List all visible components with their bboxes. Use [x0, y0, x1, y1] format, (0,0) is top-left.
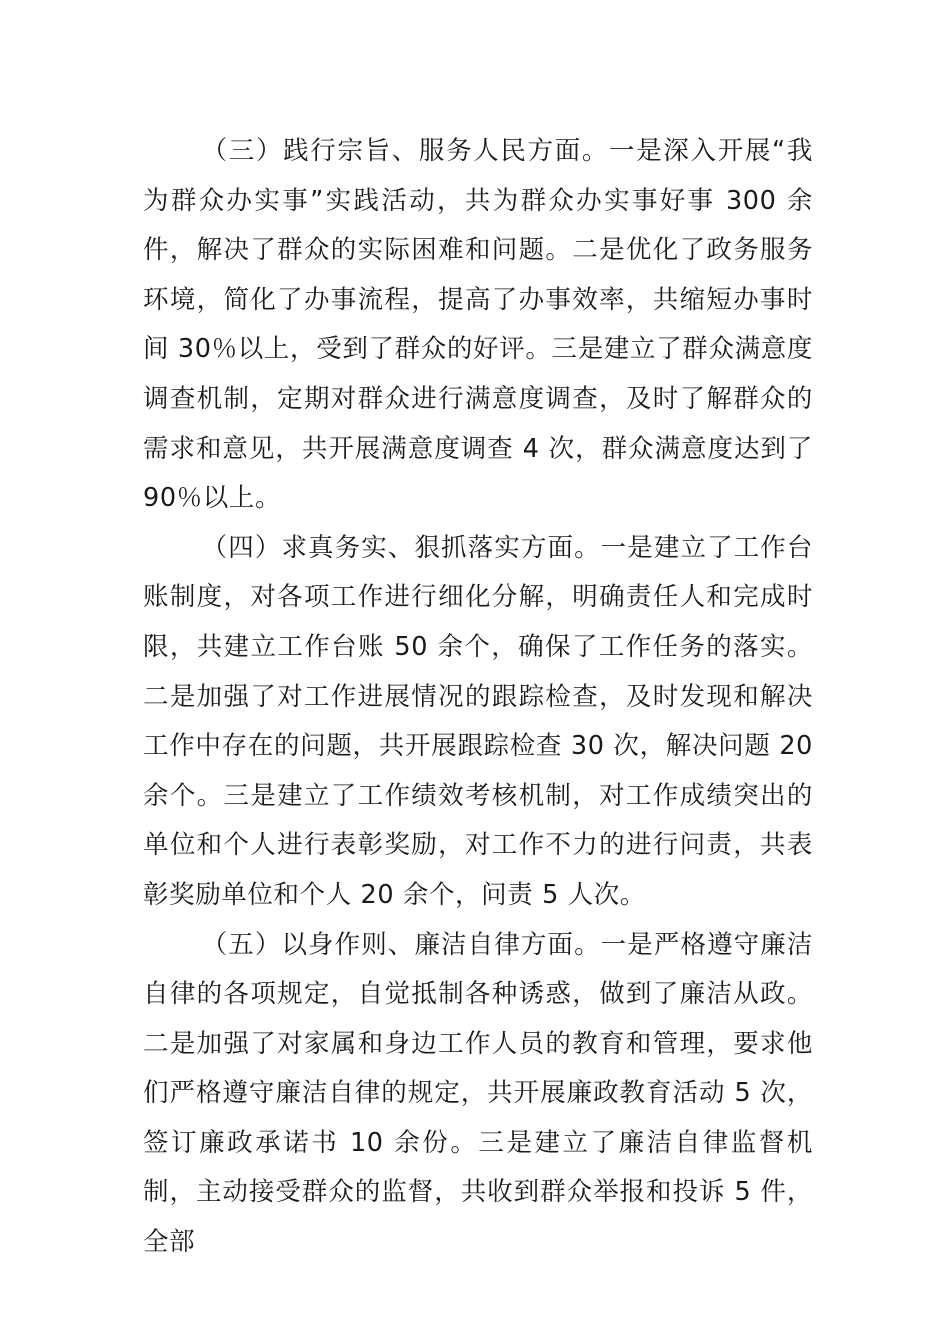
paragraph-section-4: （四）求真务实、狠抓落实方面。一是建立了工作台账制度，对各项工作进行细化分解，明确责任人和完成时限，共建立工作台账 50 余个，确保了工作任务的落实。二是加强了对工作进展情况的跟踪检查，及时发现和解决工作中存在的问题，共开展跟踪检查 30 次，解决问题 20 余个。三是建立了工作绩效考核机制，对工作成绩突出的单位和个人进行表彰奖励，对工作不力的进行问责，共表彰奖励单位和个人 20 余个，问责 5 人次。 — [143, 532, 813, 910]
document-body — [143, 127, 813, 1268]
paragraph-section-5: （五）以身作则、廉洁自律方面。一是严格遵守廉洁自律的各项规定，自觉抵制各种诱惑，做到了廉洁从政。二是加强了对家属和身边工作人员的教育和管理，要求他们严格遵守廉洁自律的规定，共开展廉政教育活动 5 次，签订廉政承诺书 10 余份。三是建立了廉洁自律监督机制，主动接受群众的监督，共收到群众举报和投诉 5 件，全部 — [143, 929, 813, 1258]
paragraph-section-3: （三）践行宗旨、服务人民方面。一是深入开展“我为群众办实事”实践活动，共为群众办实事好事 300 余件，解决了群众的实际困难和问题。二是优化了政务服务环境，简化了办事流程，提高了办事效率，共缩短办事时间 30％以上，受到了群众的好评。三是建立了群众满意度调查机制，定期对群众进行满意度调查，及时了解群众的需求和意见，共开展满意度调查 4 次，群众满意度达到了 90％以上。 — [143, 136, 813, 514]
